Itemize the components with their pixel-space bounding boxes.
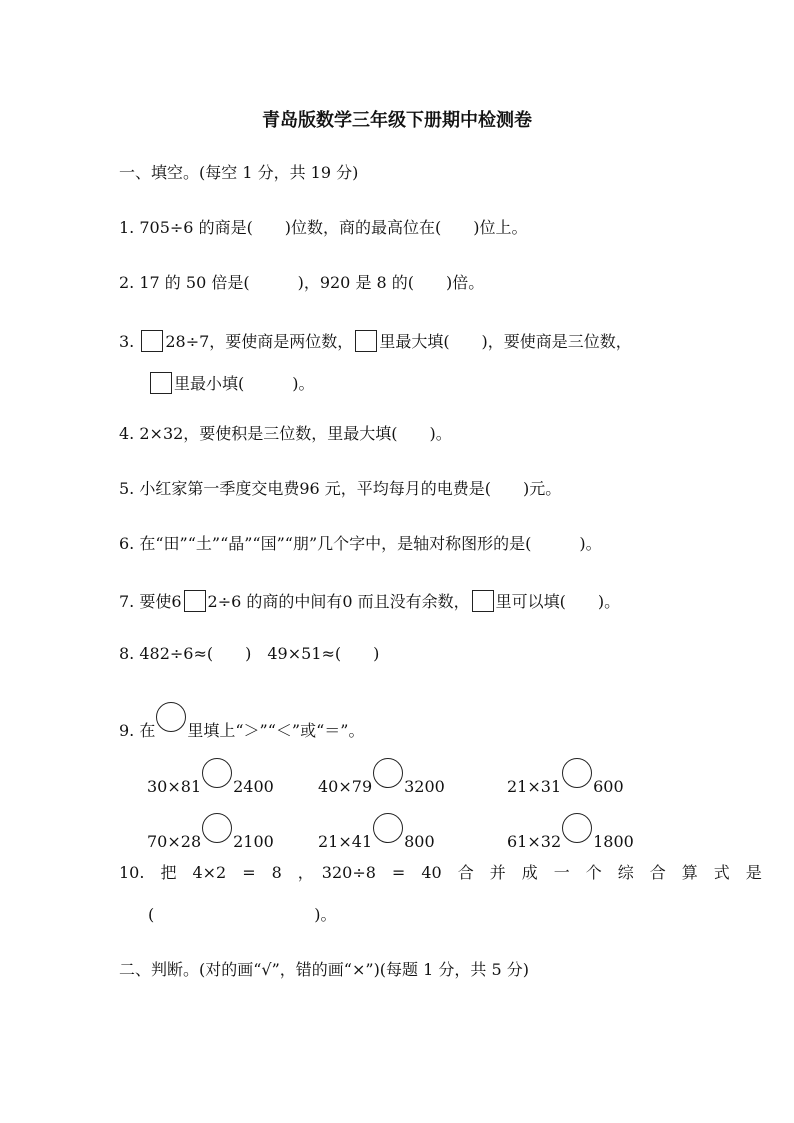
question-7-text-b: 2÷6 的商的中间有0 而且没有余数， bbox=[207, 592, 470, 611]
comparison-left: 30×81 bbox=[147, 777, 202, 796]
comparison-right: 1800 bbox=[593, 832, 634, 851]
section-1-heading: 一、填空。(每空 1 分，共 19 分) bbox=[119, 163, 359, 182]
comparison-left: 70×28 bbox=[147, 832, 202, 851]
question-4: 4. 2×32，要使积是三位数，里最大填( )。 bbox=[119, 424, 452, 443]
comparison-right: 2100 bbox=[233, 832, 274, 851]
comparison-right: 800 bbox=[404, 832, 435, 851]
comparison-left: 21×41 bbox=[318, 832, 373, 851]
comparison-item bbox=[147, 813, 274, 854]
comparison-right: 2400 bbox=[233, 777, 274, 796]
comparison-right: 3200 bbox=[404, 777, 445, 796]
comparison-left: 21×31 bbox=[507, 777, 562, 796]
compare-circle bbox=[373, 758, 403, 788]
compare-circle bbox=[373, 813, 403, 843]
question-3-line-2 bbox=[148, 372, 315, 396]
comparison-right: 600 bbox=[593, 777, 624, 796]
question-3-number: 3. bbox=[119, 332, 140, 351]
comparison-item bbox=[318, 758, 445, 799]
question-3-text-c: 里最小填( )。 bbox=[174, 374, 315, 393]
question-10-line-2: ( )。 bbox=[148, 905, 337, 924]
compare-circle bbox=[202, 813, 232, 843]
page-title: 青岛版数学三年级下册期中检测卷 bbox=[262, 110, 532, 131]
comparison-item bbox=[147, 758, 274, 799]
compare-circle bbox=[202, 758, 232, 788]
question-6: 6. 在“田”“土”“晶”“国”“朋”几个字中，是轴对称图形的是( )。 bbox=[119, 534, 602, 553]
question-1: 1. 705÷6 的商是( )位数，商的最高位在( )位上。 bbox=[119, 218, 528, 237]
comparison-left: 40×79 bbox=[318, 777, 373, 796]
section-2-heading: 二、判断。(对的画“√”，错的画“×”)(每题 1 分，共 5 分) bbox=[119, 960, 529, 979]
question-5: 5. 小红家第一季度交电费96 元，平均每月的电费是( )元。 bbox=[119, 479, 562, 498]
comparison-item bbox=[507, 813, 634, 854]
question-9-text-b: 里填上“＞”“＜”或“＝”。 bbox=[187, 721, 365, 740]
answer-box bbox=[472, 590, 494, 612]
comparison-left: 61×32 bbox=[507, 832, 562, 851]
answer-box bbox=[141, 330, 163, 352]
comparison-item bbox=[507, 758, 624, 799]
question-7 bbox=[119, 590, 620, 614]
question-8: 8. 482÷6≈( ) 49×51≈( ) bbox=[119, 644, 380, 663]
answer-box bbox=[150, 372, 172, 394]
compare-circle bbox=[562, 758, 592, 788]
answer-box bbox=[355, 330, 377, 352]
compare-circle bbox=[562, 813, 592, 843]
comparison-item bbox=[318, 813, 435, 854]
compare-circle bbox=[156, 702, 186, 732]
answer-box bbox=[184, 590, 206, 612]
question-3-text-a: 28÷7，要使商是两位数， bbox=[165, 332, 354, 351]
question-3-text-b: 里最大填( )，要使商是三位数， bbox=[379, 332, 632, 351]
question-9 bbox=[119, 702, 365, 740]
question-7-text-a: 7. 要使6 bbox=[119, 592, 182, 611]
question-3-line-1 bbox=[119, 330, 632, 354]
question-7-text-c: 里可以填( )。 bbox=[495, 592, 621, 611]
question-10-line-1: 10. 把 4×2 = 8 ， 320÷8 = 40 合 并 成 一 个 综 合 算 式 是 bbox=[119, 863, 762, 882]
question-2: 2. 17 的 50 倍是( )，920 是 8 的( )倍。 bbox=[119, 273, 485, 292]
question-9-text-a: 9. 在 bbox=[119, 721, 156, 740]
